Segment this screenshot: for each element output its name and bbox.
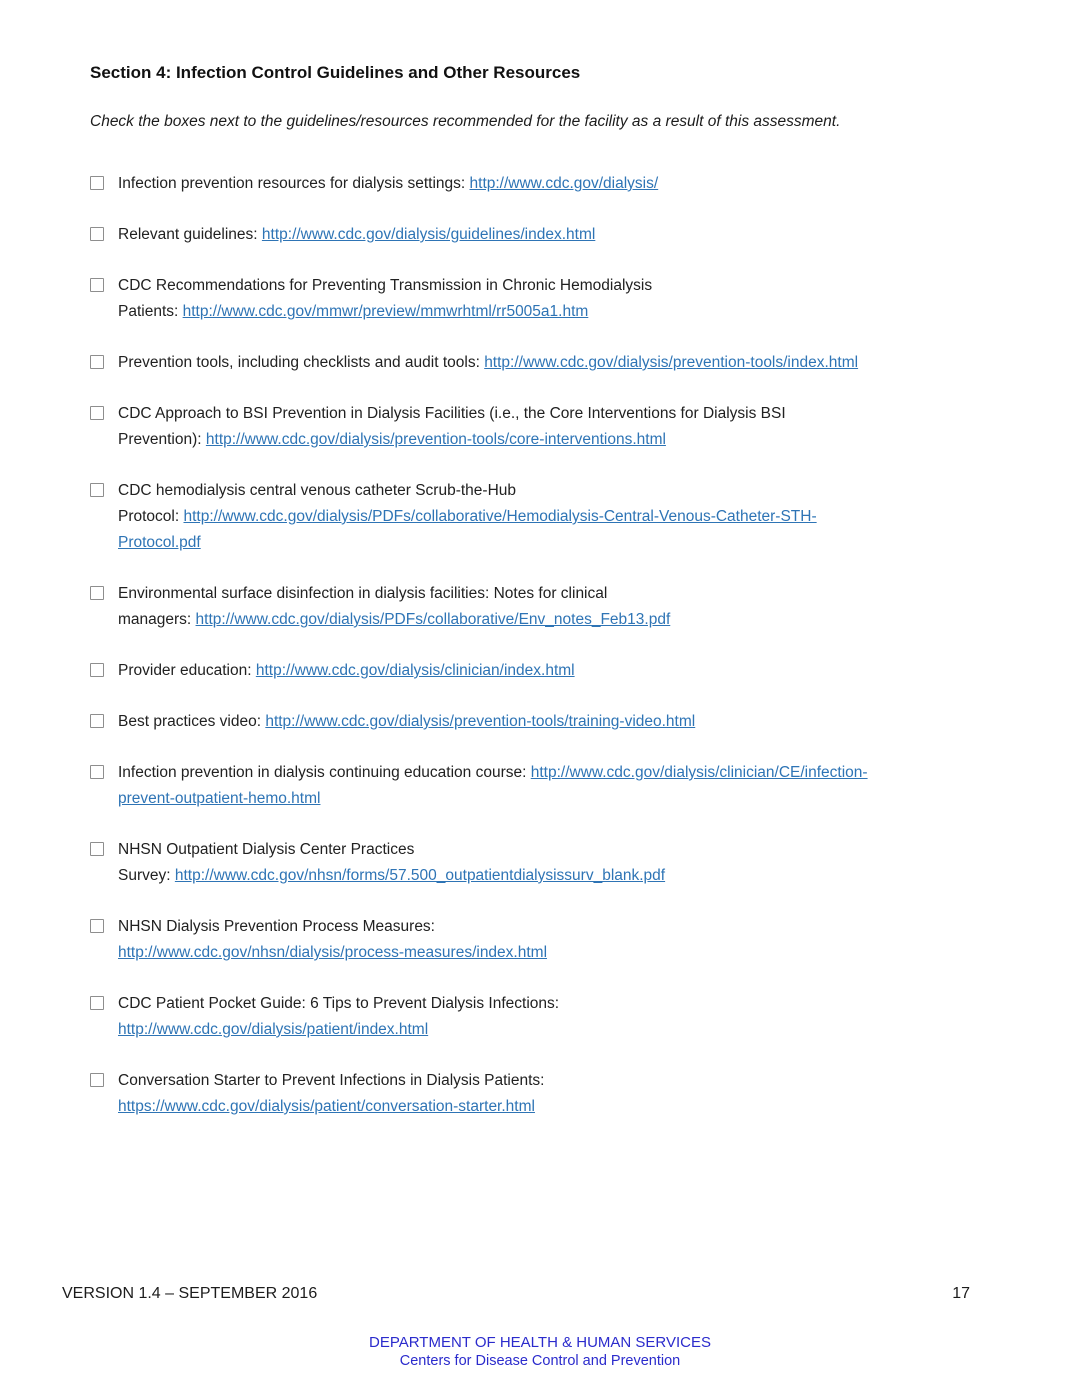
item-label: Prevention):: [118, 431, 206, 448]
resource-link[interactable]: http://www.cdc.gov/nhsn/dialysis/process-measures/index.html: [118, 944, 548, 961]
checklist-item: [90, 581, 1020, 633]
item-line: [118, 658, 575, 684]
instruction-text: Check the boxes next to the guidelines/resources recommended for the facility as a result of this assessment.: [90, 113, 841, 130]
checkbox[interactable]: [90, 919, 104, 933]
item-label: NHSN Outpatient Dialysis Center Practices: [118, 841, 415, 858]
resource-link[interactable]: https://www.cdc.gov/dialysis/patient/conversation-starter.html: [118, 1098, 535, 1115]
checklist-item: [90, 222, 1020, 248]
resource-checklist: [90, 171, 1020, 1120]
item-text: [118, 1068, 544, 1120]
item-line: [118, 530, 817, 556]
item-label: CDC Recommendations for Preventing Transmission in Chronic Hemodialysis: [118, 277, 653, 294]
checkbox[interactable]: [90, 996, 104, 1010]
checkbox[interactable]: [90, 765, 104, 779]
item-line: [118, 299, 652, 325]
item-line: [118, 914, 547, 940]
version-label: VERSION 1.4 – SEPTEMBER 2016: [62, 1285, 318, 1302]
checklist-item: [90, 1068, 1020, 1120]
item-label: Prevention tools, including checklists and audit tools:: [118, 354, 485, 371]
item-line: [118, 222, 595, 248]
checkbox[interactable]: [90, 714, 104, 728]
checkbox[interactable]: [90, 483, 104, 497]
checklist-item: [90, 991, 1020, 1043]
checklist-item: [90, 837, 1020, 889]
item-line: [118, 786, 868, 812]
section-title: Section 4: Infection Control Guidelines and Other Resources: [90, 63, 581, 82]
checklist-item: [90, 914, 1020, 966]
item-label: NHSN Dialysis Prevention Process Measures:: [118, 918, 435, 935]
item-text: [118, 837, 665, 889]
checklist-item: [90, 478, 1020, 556]
item-line: [118, 273, 652, 299]
item-line: [118, 1094, 544, 1120]
item-label: Relevant guidelines:: [118, 226, 262, 243]
page-number: 17: [952, 1285, 970, 1302]
checkbox[interactable]: [90, 278, 104, 292]
item-label: Infection prevention resources for dialysis settings:: [118, 175, 470, 192]
resource-link[interactable]: http://www.cdc.gov/dialysis/prevention-tools/core-interventions.html: [205, 431, 666, 448]
item-line: [118, 837, 665, 863]
item-text: [118, 709, 695, 735]
item-label: Provider education:: [118, 662, 256, 679]
page-footer: [62, 1285, 970, 1303]
item-line: [118, 504, 817, 530]
item-text: [118, 273, 652, 325]
resource-link[interactable]: http://www.cdc.gov/dialysis/patient/index.html: [118, 1021, 429, 1038]
resource-link[interactable]: Protocol.pdf: [118, 534, 201, 551]
item-text: [118, 581, 670, 633]
resource-link[interactable]: http://www.cdc.gov/dialysis/prevention-tools/training-video.html: [265, 713, 696, 730]
item-label: Protocol:: [118, 508, 184, 525]
item-text: [118, 991, 559, 1043]
resource-link[interactable]: http://www.cdc.gov/dialysis/PDFs/collaborative/Env_notes_Feb13.pdf: [195, 611, 671, 628]
item-text: [118, 478, 817, 556]
checklist-item: [90, 171, 1020, 197]
item-label: CDC hemodialysis central venous catheter Scrub-the-Hub: [118, 482, 517, 499]
department-name: DEPARTMENT OF HEALTH & HUMAN SERVICES: [368, 1334, 711, 1351]
resource-link[interactable]: prevent-outpatient-hemo.html: [118, 790, 321, 807]
item-text: [118, 914, 547, 966]
resource-link[interactable]: http://www.cdc.gov/dialysis/guidelines/index.html: [261, 226, 596, 243]
item-line: [118, 350, 858, 376]
item-line: [118, 171, 658, 197]
item-label: Patients:: [118, 303, 183, 320]
item-line: [118, 581, 670, 607]
item-line: [118, 478, 817, 504]
item-text: [118, 171, 658, 197]
resource-link[interactable]: http://www.cdc.gov/nhsn/forms/57.500_outpatientdialysissurv_blank.pdf: [174, 867, 666, 884]
item-line: [118, 401, 786, 427]
item-text: [118, 222, 595, 248]
item-line: [118, 427, 786, 453]
item-label: CDC Patient Pocket Guide: 6 Tips to Prevent Dialysis Infections:: [118, 995, 560, 1012]
resource-link[interactable]: http://www.cdc.gov/mmwr/preview/mmwrhtml/rr5005a1.htm: [182, 303, 589, 320]
checklist-item: [90, 350, 1020, 376]
item-label: Infection prevention in dialysis continuing education course:: [118, 764, 531, 781]
checkbox[interactable]: [90, 842, 104, 856]
item-line: [118, 709, 695, 735]
checklist-item: [90, 658, 1020, 684]
checklist-item: [90, 760, 1020, 812]
item-label: Conversation Starter to Prevent Infections in Dialysis Patients:: [118, 1072, 545, 1089]
agency-name: Centers for Disease Control and Prevention: [399, 1353, 681, 1369]
item-label: Survey:: [118, 867, 175, 884]
resource-link[interactable]: http://www.cdc.gov/dialysis/PDFs/collaborative/Hemodialysis-Central-Venous-Catheter-STH-: [183, 508, 817, 525]
item-label: Best practices video:: [118, 713, 266, 730]
checkbox[interactable]: [90, 355, 104, 369]
document-page: [90, 62, 1020, 1145]
item-text: [118, 658, 575, 684]
item-line: [118, 1017, 559, 1043]
item-line: [118, 607, 670, 633]
item-line: [118, 760, 868, 786]
resource-link[interactable]: http://www.cdc.gov/dialysis/clinician/index.html: [255, 662, 575, 679]
item-line: [118, 863, 665, 889]
checklist-item: [90, 709, 1020, 735]
item-label: CDC Approach to BSI Prevention in Dialysis Facilities (i.e., the Core Interventions for Dialysis BSI: [118, 405, 786, 422]
checkbox[interactable]: [90, 1073, 104, 1087]
checkbox[interactable]: [90, 406, 104, 420]
checklist-item: [90, 273, 1020, 325]
item-text: [118, 350, 858, 376]
resource-link[interactable]: http://www.cdc.gov/dialysis/clinician/CE/infection-: [530, 764, 868, 781]
org-footer: [0, 1333, 1080, 1371]
item-text: [118, 760, 868, 812]
resource-link[interactable]: http://www.cdc.gov/dialysis/: [469, 175, 659, 192]
checklist-item: [90, 401, 1020, 453]
checkbox[interactable]: [90, 227, 104, 241]
item-line: [118, 1068, 544, 1094]
checkbox[interactable]: [90, 176, 104, 190]
item-text: [118, 401, 786, 453]
item-line: [118, 991, 559, 1017]
item-label: Environmental surface disinfection in dialysis facilities: Notes for clinical: [118, 585, 608, 602]
item-label: managers:: [118, 611, 196, 628]
resource-link[interactable]: http://www.cdc.gov/dialysis/prevention-tools/index.html: [484, 354, 859, 371]
checkbox[interactable]: [90, 663, 104, 677]
item-line: [118, 940, 547, 966]
checkbox[interactable]: [90, 586, 104, 600]
